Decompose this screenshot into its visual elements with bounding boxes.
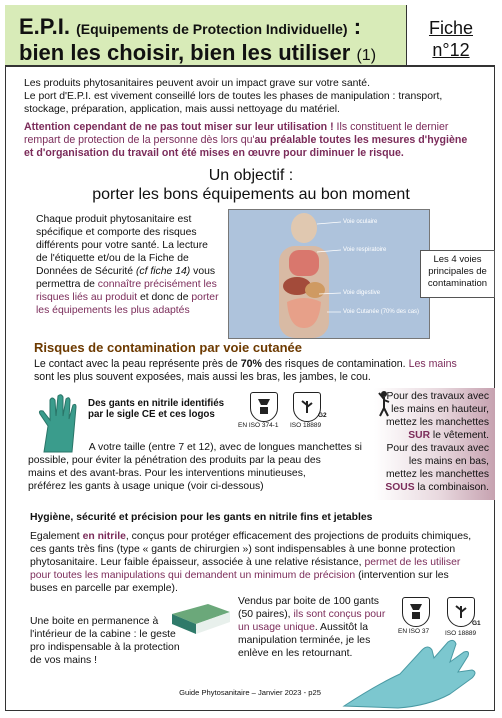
route-label-digestive: Voie digestive [343,290,381,296]
page-footer: Guide Phytosanitaire – Janvier 2023 - p25 [179,688,321,697]
thin-glove-hand-image [338,636,488,710]
chemical-protection-pictogram [250,392,278,422]
label-reading-paragraph: Chaque produit phytosanitaire est spécifique et comporte des risques différents pour votre santé. La lecture de l'étiquette et/ou de la Fiche de Données de Sécurité (cf fiche 14) vous permettra de connaître précisément les risques liés au produit et donc de porter les équipements les plus adaptés [36,214,219,316]
routes-callout: Les 4 voies principales de contamination [420,250,495,298]
pictogram-caption-iso18889-2: ISO 18889 [445,630,477,637]
skin-paragraph: Le contact avec la peau représente près de 70% des risques de contamination. Les mains sont les plus souvent exposées, mais aussi les bras, les jambes, le cou. [34,358,457,383]
sleeves-tip-box: Pour des travaux avec les mains en hauteur, mettez les manchettes SUR le vêtement. Pour des travaux avec les mains en bas, mettez les manchettes SOUS la combinaison. [374,388,495,500]
gloves-size-paragraph: A votre taille (entre 7 et 12), avec de longues manchettes si possible, pour éviter la pénétration des produits par la peau des mains et des avant-bras. Pour les interventions minutieuses, préférez les gants à usage unique (voir ci-dessous) [28,442,362,492]
pictogram-caption-en37: EN ISO 37 [398,628,430,635]
plant-protection-pictogram-2 [447,597,475,627]
intro-paragraph: Les produits phytosanitaires peuvent avoir un impact grave sur votre santé. Le port d'E.P.I. est vivement conseillé lors de toutes les phases de manipulation : transport, stockage, préparation, application, mais aussi nettoyage du matériel. [24,78,443,115]
objective-heading: Un objectif : [208,167,294,184]
glove-class-g1: G1 [472,620,481,627]
contamination-routes-image [228,209,430,339]
skin-section-title: Risques de contamination par voie cutanée [34,340,303,355]
thin-gloves-paragraph: Egalement en nitrile, conçus pour protéger efficacement des projections de produits chimiques, ces gants très fins (type « gants de chirurgien ») sont indispensables à une bonne protection phytosanitaire. Leur faible épaisseur, associée à une relative résistance, permet de les utiliser pour toutes les manipulations qui demandent un minimum de précision (intervention sur les buses en parcelle par exemple). [30,531,472,594]
route-label-respiratory: Voie respiratoire [343,247,387,253]
warning-paragraph: Attention cependant de ne pas tout miser sur leur utilisation ! Ils constituent le dernier rempart de protection de la personne dès lors qu'au préalable toutes les mesures d'hygiène et d'organisation du travail ont été mises en œuvre pour diminuer le risque. [24,121,468,159]
glove-class-g2: G2 [318,412,327,419]
pictogram-caption-en374: EN ISO 374-1 [238,422,279,429]
chemical-protection-pictogram-2 [402,597,430,627]
fiche-number-box: Fiche n°12 [407,5,495,67]
single-use-paragraph: Vendus par boite de 100 gants (50 paires), ils sont conçus pour un usage unique. Aussitôt la manipulation terminée, je les enlève en les retournant. [238,596,386,659]
pictogram-caption-iso18889: ISO 18889 [290,422,322,429]
plant-protection-pictogram [293,392,321,422]
page-title: E.P.I. (Equipements de Protection Individuelle) : [19,14,362,39]
glove-box-paragraph: Une boite en permanence à l'intérieur de la cabine : le geste pro indispensable à la protection de vos mains ! [30,616,180,666]
human-body-illustration [229,210,429,338]
route-label-eyes: Voie oculaire [343,219,378,225]
route-label-skin: Voie Cutanée (70% des cas) [343,309,420,315]
objective-subheading: porter les bons équipements au bon moment [92,186,410,203]
thin-gloves-title: Hygiène, sécurité et précision pour les gants en nitrile fins et jetables [30,512,373,523]
gloves-identification: Des gants en nitrile identifiés par le sigle CE et ces logos [88,398,225,420]
page-subtitle: bien les choisir, bien les utiliser (1) [19,40,377,65]
title-banner [5,5,407,67]
